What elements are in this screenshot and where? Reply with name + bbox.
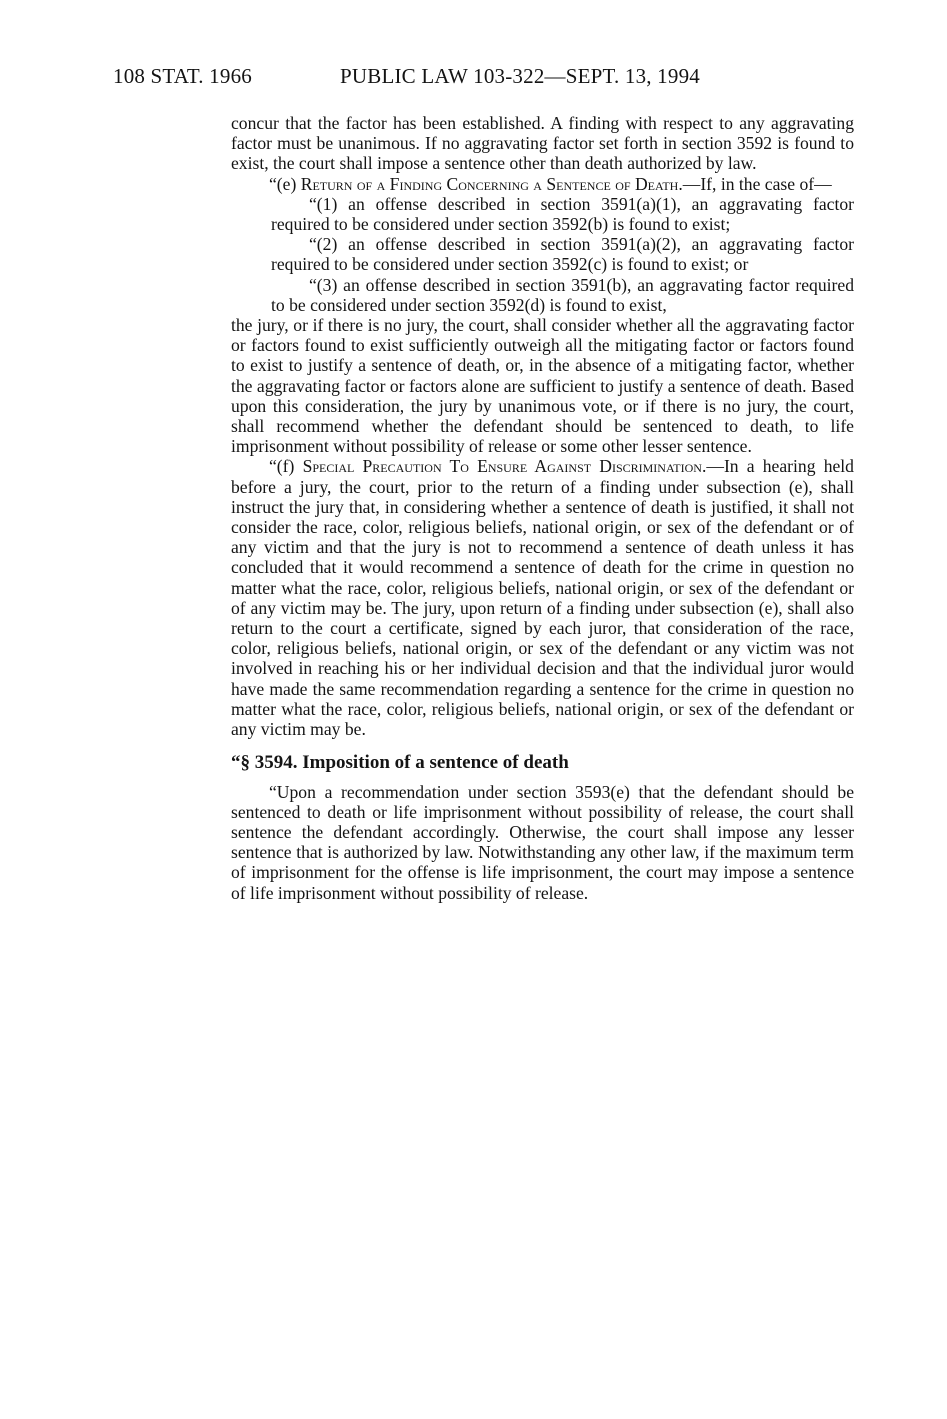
paragraph-jury: the jury, or if there is no jury, the court, shall consider whether all the aggravating factor or factors found to exist sufficiently outweigh all the mitigating factor or factors found to exist to justify a sentence of death, or, in the absence of a mitigating factor, whether the aggravating factor or factors alone are sufficient to justify a sentence of death. Based upon this consideration, the jury by unanimous vote, or if there is no jury, the court, shall recommend whether the defendant should be sentenced to death, to life imprisonment without possibility of release or some other lesser sentence. <box>231 315 854 457</box>
list-item-2: “(2) an offense described in section 3591(a)(2), an aggravating factor required to be considered under section 3592(c) is found to exist; or <box>271 234 854 275</box>
subsection-f-heading: Special Precaution To Ensure Against Discrimination <box>302 456 702 477</box>
subsection-e-lead: .—If, in the case of— <box>678 173 832 194</box>
page-body <box>231 113 854 903</box>
subsection-e-heading: Return of a Finding Concerning a Sentence of Death <box>300 173 679 194</box>
section-heading: “§ 3594. Imposition of a sentence of death <box>231 752 569 774</box>
subsection-e-number: “(e) <box>269 173 301 194</box>
page-stat-number: 108 STAT. 1966 <box>113 64 252 88</box>
list-item-1: “(1) an offense described in section 3591(a)(1), an aggravating factor required to be considered under section 3592(b) is found to exist; <box>271 193 854 235</box>
paragraph-3594: “Upon a recommendation under section 3593(e) that the defendant should be sentenced to death or life imprisonment without possibility of release, the court shall sentence the defendant accordingly. Otherwise, the court shall impose any lesser sentence that is authorized by law. Notwithstanding any other law, if the maximum term of imprisonment for the offense is life imprisonment, the court may impose a sentence of life imprisonment without possibility of release. <box>231 781 854 903</box>
subsection-f-number: “(f) <box>269 456 303 477</box>
subsection-f-text: .—In a hearing held before a jury, the court, prior to the return of a finding under subsection (e), shall instruct the jury that, in considering whether a sentence of death is justified, it shall not consider the race, color, religious beliefs, national origin, or sex of the defendant or of any victim and that the jury is not to recommend a sentence of death unless it has concluded that it would recommend a sentence of death for the crime in question no matter what the race, color, religious beliefs, national origin, or sex of the defendant or of any victim may be. The jury, upon return of a finding under subsection (e), shall also return to the court a certificate, signed by each juror, that consideration of the race, color, religious beliefs, national origin, or sex of the defendant or any victim was not involved in reaching his or her individual decision and that the individual juror would have made the same recommendation regarding a sentence for the crime in question no matter what the race, color, religious beliefs, national origin, or sex of the defendant or any victim may be. <box>231 456 854 740</box>
running-header: PUBLIC LAW 103-322—SEPT. 13, 1994 <box>340 64 700 88</box>
paragraph-continued: concur that the factor has been established. A finding with respect to any aggravating factor must be unanimous. If no aggravating factor set forth in section 3592 is found to exist, the court shall impose a sentence other than death authorized by law. <box>231 113 854 174</box>
subsection-f <box>231 456 854 739</box>
subsection-e <box>231 174 854 194</box>
list-item-3: “(3) an offense described in section 3591(b), an aggravating factor required to be considered under section 3592(d) is found to exist, <box>271 274 854 315</box>
